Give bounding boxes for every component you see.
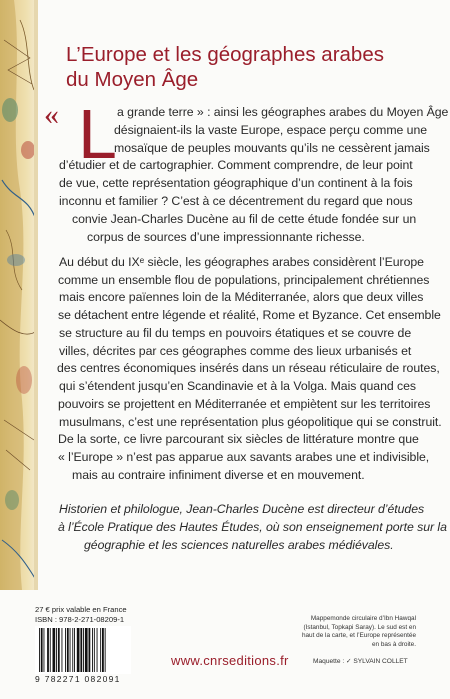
text-line: des centres économiques insérés dans un réseau réticulaire de routes, <box>57 361 440 375</box>
barcode-number: 9 782271 082091 <box>35 674 121 684</box>
book-title <box>66 42 436 92</box>
opening-quote-mark: « <box>44 98 59 131</box>
text-line: De la sorte, ce livre parcourant six siècles de littérature montre que <box>58 432 419 446</box>
text-line: à l’École Pratique des Hautes Études, où son enseignement porte sur la <box>58 520 447 534</box>
caption-line: en bas à droite. <box>371 640 416 648</box>
barcode-bar <box>97 628 98 672</box>
barcode-bar <box>72 628 73 672</box>
text-line: se structure au fil du temps en pouvoirs étatiques et se couvre de <box>59 326 412 340</box>
text-line: qui s’étendent jusqu’en Scandinavie et à la Volga. Mais quand ces <box>59 379 417 393</box>
text-line: mais encore païennes loin de la Méditerranée, alors que deux villes <box>59 290 424 304</box>
isbn-line: ISBN : 978-2-271-08209-1 <box>35 614 125 624</box>
barcode-bar <box>74 628 75 672</box>
publisher-website-link[interactable]: www.cnrseditions.fr <box>171 653 289 668</box>
barcode-bar <box>105 628 106 672</box>
barcode-bar <box>70 628 71 672</box>
barcode-bar <box>80 628 82 672</box>
text-line: convie Jean-Charles Ducène au fil de cette étude fondée sur un <box>72 212 417 226</box>
cover-image-caption <box>290 615 416 649</box>
barcode-bar <box>56 628 57 672</box>
barcode-bars-image <box>35 626 131 674</box>
drop-cap-letter: L <box>78 95 117 173</box>
barcode-bar <box>39 628 40 672</box>
text-line: inconnu et familier ? C’est à ce décentrement du regard que nous <box>59 194 413 208</box>
caption-line: (Istanbul, Topkapi Saray). Le sud est en <box>303 623 416 631</box>
barcode-bar <box>92 628 93 672</box>
text-line: Au début du IXᵉ siècle, les géographes arabes considèrent l’Europe <box>59 255 424 269</box>
title-line-1: L’Europe et les géographes arabes <box>66 43 384 66</box>
barcode-bar <box>41 628 43 672</box>
barcode-bar <box>50 628 51 672</box>
text-line: d’étudier et de cartographier. Comment comprendre, de leur point <box>59 158 413 172</box>
barcode-bar <box>102 628 104 672</box>
barcode-bar <box>65 628 66 672</box>
price-line: 27 € prix valable en France <box>35 605 127 614</box>
barcode-bar <box>58 628 60 672</box>
text-line: a grande terre » : ainsi les géographes arabes du Moyen Âge <box>117 105 449 119</box>
text-line: musulmans, c’est une représentation plus géopolitique qui se construit. <box>59 415 442 429</box>
barcode-bar <box>67 628 69 672</box>
caption-line: haut de la carte, et l’Europe représentée <box>301 632 416 640</box>
text-line: se détachent entre légende et réalité, Rome et Byzance. Cet ensemble <box>58 308 441 322</box>
barcode-bar <box>94 628 95 672</box>
text-line: comme un ensemble flou de populations, principalement chrétiennes <box>58 273 430 287</box>
map-illustration-strip <box>0 0 38 590</box>
title-line-2: du Moyen Âge <box>66 68 199 91</box>
caption-line: Mappemonde circulaire d’Ibn Hawqal <box>310 615 416 622</box>
text-line: mosaïque de peuples mouvants qu’ils ne cessèrent jamais <box>114 141 430 155</box>
barcode-bar <box>83 628 84 672</box>
barcode-bar <box>100 628 101 672</box>
text-line: géographie et les sciences naturelles arabes médiévales. <box>84 538 394 552</box>
map-fragment-image <box>0 0 38 590</box>
text-line: désignaient-ils la vaste Europe, espace perçu comme une <box>114 123 428 137</box>
barcode-bar <box>77 628 80 672</box>
barcode-bar <box>44 628 45 672</box>
barcode-bar <box>53 628 56 672</box>
barcode-bar <box>89 628 91 672</box>
design-credit: Maquette : ✓ SYLVAIN COLLET <box>313 658 408 665</box>
text-line: villes, décrites par ces géographes comme des lieux urbanisés et <box>59 344 412 358</box>
text-line: pouvoirs se projettent en Méditerranée et empiètent sur les territoires <box>58 397 431 411</box>
barcode-bar <box>85 628 88 672</box>
barcode-bar <box>62 628 63 672</box>
text-line: Historien et philologue, Jean-Charles Ducène est directeur d’études <box>59 502 425 516</box>
price-info <box>35 605 127 624</box>
text-line: « l’Europe » n’est pas apparue aux savants arabes une et indivisible, <box>58 450 430 464</box>
barcode-bar <box>47 628 49 672</box>
text-line: mais au contraire infiniment diverse et en mouvement. <box>72 468 365 482</box>
barcode <box>35 626 131 674</box>
text-line: corpus de sources d’une impressionnante richesse. <box>87 230 365 244</box>
text-line: de vue, cette représentation géographique d’un continent à la fois <box>59 176 413 190</box>
